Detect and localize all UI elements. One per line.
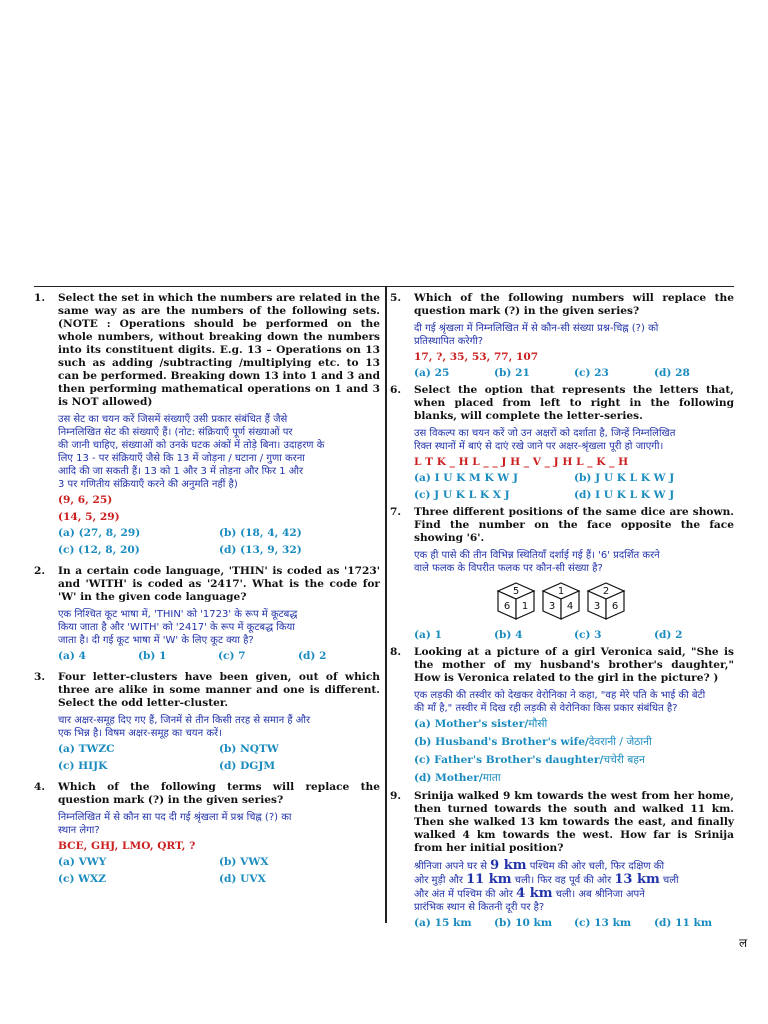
option-text-en: (b) Husband's Brother's wife/ bbox=[414, 736, 589, 748]
option-a[interactable]: (a) I U K M K W J bbox=[414, 472, 518, 484]
hindi-line: एक लड़की की तस्वीर को देखकर वेरोनिका ने कहा, "वह मेरे पति के भाई की बेटी bbox=[414, 690, 706, 701]
question-text: Which of the following numbers will replace the question mark (?) in the given series? bbox=[414, 292, 734, 317]
question-text: Select the set in which the numbers are related in the same way as are the numbers of the following sets. (NOTE : Operations should be performed on the whole numbers, without breaking down the numbers into its constituent digits. E.g. 13 – Operations on 13 such as adding /subtracting /multiplying etc. to 13 can be performed. Breaking down 13 into 1 and 3 and then performing mathematical operations on 1 and 3 is NOT allowed) bbox=[58, 292, 380, 408]
option-d[interactable]: (d) I U K L K W J bbox=[574, 489, 675, 501]
option-c[interactable]: (c) 3 bbox=[574, 629, 602, 641]
question-1 bbox=[34, 292, 380, 557]
hindi-translation bbox=[414, 859, 768, 914]
question-number: 6. bbox=[390, 384, 402, 396]
hindi-translation bbox=[414, 322, 768, 348]
option-b[interactable]: (b) 1 bbox=[138, 650, 167, 662]
question-number: 5. bbox=[390, 292, 402, 304]
hindi-translation bbox=[414, 689, 768, 715]
option-text-en: (d) Mother/ bbox=[414, 772, 483, 784]
hindi-line: की माँ है," तस्वीर में दिख रही लड़की से वेरोनिका किस प्रकार संबंधित है? bbox=[414, 703, 678, 714]
option-c[interactable]: (c) 7 bbox=[218, 650, 246, 662]
options bbox=[414, 629, 768, 642]
dice-figure bbox=[494, 581, 768, 625]
options bbox=[58, 743, 380, 773]
option-d[interactable]: (d) (13, 9, 32) bbox=[219, 544, 302, 556]
options bbox=[414, 367, 768, 380]
question-7 bbox=[390, 506, 768, 642]
option-a[interactable]: (a) (27, 8, 29) bbox=[58, 527, 141, 539]
option-a[interactable]: (a) 4 bbox=[58, 650, 86, 662]
hindi-line: उस विकल्प का चयन करें जो उन अक्षरों को दर्शाता है, जिन्हें निम्नलिखित bbox=[414, 428, 676, 439]
option-a[interactable]: (a) TWZC bbox=[58, 743, 115, 755]
question-text: Looking at a picture of a girl Veronica said, "She is the mother of my husband's brother's daughter," How is Veronica related to the girl in the picture? ) bbox=[414, 646, 734, 684]
question-number: 3. bbox=[34, 671, 46, 683]
column-divider bbox=[385, 287, 387, 923]
hindi-line: एक भिन्न है। विषम अक्षर-समूह का चयन करें। bbox=[58, 728, 222, 739]
option-d[interactable]: (d) UVX bbox=[219, 873, 266, 885]
option-b[interactable] bbox=[414, 736, 768, 749]
die-3 bbox=[588, 583, 624, 619]
die-number: 1 bbox=[521, 601, 529, 612]
hindi-line: दी गई श्रृंखला में निम्नलिखित में से कौन-सी संख्या प्रश्न-चिह्न (?) को bbox=[414, 323, 659, 334]
option-a[interactable]: (a) VWY bbox=[58, 856, 107, 868]
option-b[interactable]: (b) J U K L K W J bbox=[574, 472, 675, 484]
option-c[interactable]: (c) 13 km bbox=[574, 917, 632, 929]
hindi-line: एक ही पासे की तीन विभिन्न स्थितियाँ दर्शाई गई हैं। '6' प्रदर्शित करने bbox=[414, 550, 660, 561]
given-series: 17, ?, 35, 53, 77, 107 bbox=[414, 351, 539, 363]
option-c[interactable]: (c) J U K L K X J bbox=[414, 489, 510, 501]
die-number: 3 bbox=[548, 601, 556, 612]
option-b[interactable]: (b) VWX bbox=[219, 856, 269, 868]
die-number: 3 bbox=[593, 601, 601, 612]
question-text: In a certain code language, 'THIN' is coded as '1723' and 'WITH' is coded as '2417'. What is the code for 'W' in the given code language? bbox=[58, 565, 380, 603]
page-mark: ल bbox=[739, 936, 748, 950]
option-c[interactable] bbox=[414, 754, 768, 767]
hindi-line: आदि की जा सकती हैं। 13 को 1 और 3 में तोड़ना और फिर 1 और bbox=[58, 466, 304, 477]
question-number: 2. bbox=[34, 565, 46, 577]
given-set: (14, 5, 29) bbox=[58, 511, 120, 523]
question-number: 4. bbox=[34, 781, 46, 793]
hindi-line: स्थान लेगा? bbox=[58, 825, 100, 836]
question-5 bbox=[390, 292, 768, 380]
question-number: 7. bbox=[390, 506, 402, 518]
option-d[interactable]: (d) DGJM bbox=[219, 760, 276, 772]
hindi-line: किया जाता है और 'WITH' को '2417' के रूप में कूटबद्ध किया bbox=[58, 622, 295, 633]
hindi-line: निम्नलिखित सेट की संख्याएँ हैं। (नोट: संक्रियाएँ पूर्ण संख्याओं पर bbox=[58, 427, 293, 438]
hindi-translation bbox=[58, 608, 380, 647]
question-text: Four letter-clusters have been given, out of which three are alike in some manner and one is different. Select the odd letter-cluster. bbox=[58, 671, 380, 709]
option-text-hi: चचेरी बहन bbox=[603, 754, 645, 766]
dice-svg bbox=[494, 581, 634, 621]
hindi-translation bbox=[58, 811, 380, 837]
hindi-line: की जानी चाहिए, संख्याओं को उनके घटक अंकों में तोड़े बिना। उदाहरण के bbox=[58, 440, 325, 451]
left-column bbox=[34, 292, 380, 890]
option-text-hi: देवरानी / जेठानी bbox=[588, 736, 652, 748]
option-text-en: (a) Mother's sister/ bbox=[414, 718, 529, 730]
question-number: 1. bbox=[34, 292, 46, 304]
option-b[interactable]: (b) (18, 4, 42) bbox=[219, 527, 302, 539]
given-sets bbox=[58, 494, 380, 524]
option-b[interactable]: (b) 21 bbox=[494, 367, 530, 379]
question-9 bbox=[390, 790, 768, 930]
hindi-line: और अंत में पश्चिम की ओर 4 km चली। अब श्रीनिजा अपने bbox=[414, 886, 645, 901]
hindi-line: प्रारंभिक स्थान से कितनी दूरी पर है? bbox=[414, 902, 545, 913]
hindi-line: लिए 13 - पर संक्रियाएँ जैसे कि 13 में जोड़ना / घटाना / गुणा करना bbox=[58, 453, 305, 464]
hindi-line: ओर मुड़ी और 11 km चली। फिर वह पूर्व की ओर 13 km चली bbox=[414, 872, 679, 887]
option-d[interactable]: (d) 11 km bbox=[654, 917, 713, 929]
die-number: 6 bbox=[503, 601, 511, 612]
question-number: 9. bbox=[390, 790, 402, 802]
die-2 bbox=[543, 583, 579, 619]
hindi-line: प्रतिस्थापित करेगी? bbox=[414, 336, 484, 347]
option-a[interactable]: (a) 15 km bbox=[414, 917, 472, 929]
options bbox=[58, 856, 380, 886]
option-a[interactable] bbox=[414, 718, 768, 731]
given-set: (9, 6, 25) bbox=[58, 494, 113, 506]
given-series: L T K _ H L _ _ J H _ V _ J H L _ K _ H bbox=[414, 456, 629, 468]
question-text: Three different positions of the same dice are shown. Find the number on the face opposite the face showing '6'. bbox=[414, 506, 734, 544]
question-4 bbox=[34, 781, 380, 886]
question-text: Which of the following terms will replace the question mark (?) in the given series? bbox=[58, 781, 380, 806]
hindi-line: श्रीनिजा अपने घर से 9 km पश्चिम की ओर चली, फिर दक्षिण की bbox=[414, 858, 665, 873]
right-column bbox=[390, 292, 768, 934]
die-number: 1 bbox=[557, 586, 565, 597]
hindi-line: चार अक्षर-समूह दिए गए हैं, जिनमें से तीन किसी तरह से समान हैं और bbox=[58, 715, 311, 726]
question-2 bbox=[34, 565, 380, 663]
options bbox=[58, 527, 380, 557]
option-text-en: (c) Father's Brother's daughter/ bbox=[414, 754, 604, 766]
option-d[interactable]: (d) 2 bbox=[654, 629, 683, 641]
option-b[interactable]: (b) 10 km bbox=[494, 917, 553, 929]
hindi-line: उस सेट का चयन करें जिसमें संख्याएँ उसी प्रकार संबंधित हैं जैसे bbox=[58, 414, 288, 425]
option-c[interactable]: (c) (12, 8, 20) bbox=[58, 544, 140, 556]
options bbox=[414, 917, 768, 930]
option-text-hi: मौसी bbox=[528, 718, 548, 730]
option-d[interactable]: (d) 2 bbox=[298, 650, 327, 662]
question-text: Srinija walked 9 km towards the west from her home, then turned towards the south and walked 11 km. Then she walked 13 km towards the east, and finally walked 4 km towards the west. How far is Srinija from her initial position? bbox=[414, 790, 734, 854]
option-b[interactable]: (b) NQTW bbox=[219, 743, 279, 755]
die-number: 5 bbox=[512, 586, 520, 597]
option-d[interactable]: (d) 28 bbox=[654, 367, 690, 379]
question-6 bbox=[390, 384, 768, 502]
options bbox=[414, 718, 768, 785]
option-a[interactable]: (a) 25 bbox=[414, 367, 450, 379]
top-rule bbox=[34, 286, 734, 287]
option-text-hi: माता bbox=[482, 772, 501, 784]
die-1 bbox=[498, 583, 534, 619]
option-b[interactable]: (b) 4 bbox=[494, 629, 523, 641]
option-c[interactable]: (c) 23 bbox=[574, 367, 609, 379]
hindi-translation bbox=[414, 427, 768, 453]
given-series: BCE, GHJ, LMO, QRT, ? bbox=[58, 840, 196, 852]
option-c[interactable]: (c) WXZ bbox=[58, 873, 107, 885]
options bbox=[414, 472, 734, 502]
die-number: 2 bbox=[602, 586, 610, 597]
hindi-translation bbox=[414, 549, 768, 575]
hindi-line: निम्नलिखित में से कौन सा पद दी गई श्रृंखला में प्रश्न चिह्न (?) का bbox=[58, 812, 292, 823]
die-number: 6 bbox=[611, 601, 619, 612]
hindi-line: रिक्त स्थानों में बाएं से दाएं रखे जाने पर अक्षर-श्रृंखला पूरी हो जाएगी। bbox=[414, 441, 664, 452]
option-c[interactable]: (c) HIJK bbox=[58, 760, 108, 772]
option-a[interactable]: (a) 1 bbox=[414, 629, 442, 641]
hindi-translation bbox=[58, 413, 380, 491]
hindi-line: जाता है। दी गई कूट भाषा में 'W' के लिए कूट क्या है? bbox=[58, 635, 254, 646]
question-8 bbox=[390, 646, 768, 785]
question-3 bbox=[34, 671, 380, 773]
hindi-line: 3 पर गणितीय संक्रियाएँ करने की अनुमति नहीं है) bbox=[58, 479, 238, 490]
question-text: Select the option that represents the letters that, when placed from left to right in the following blanks, will complete the letter-series. bbox=[414, 384, 734, 422]
hindi-translation bbox=[58, 714, 380, 740]
die-number: 4 bbox=[566, 601, 574, 612]
options bbox=[58, 650, 380, 663]
question-number: 8. bbox=[390, 646, 402, 658]
hindi-line: वाले फलक के विपरीत फलक पर कौन-सी संख्या है? bbox=[414, 563, 603, 574]
hindi-line: एक निश्चित कूट भाषा में, 'THIN' को '1723' के रूप में कूटबद्ध bbox=[58, 609, 298, 620]
option-d[interactable] bbox=[414, 772, 768, 785]
